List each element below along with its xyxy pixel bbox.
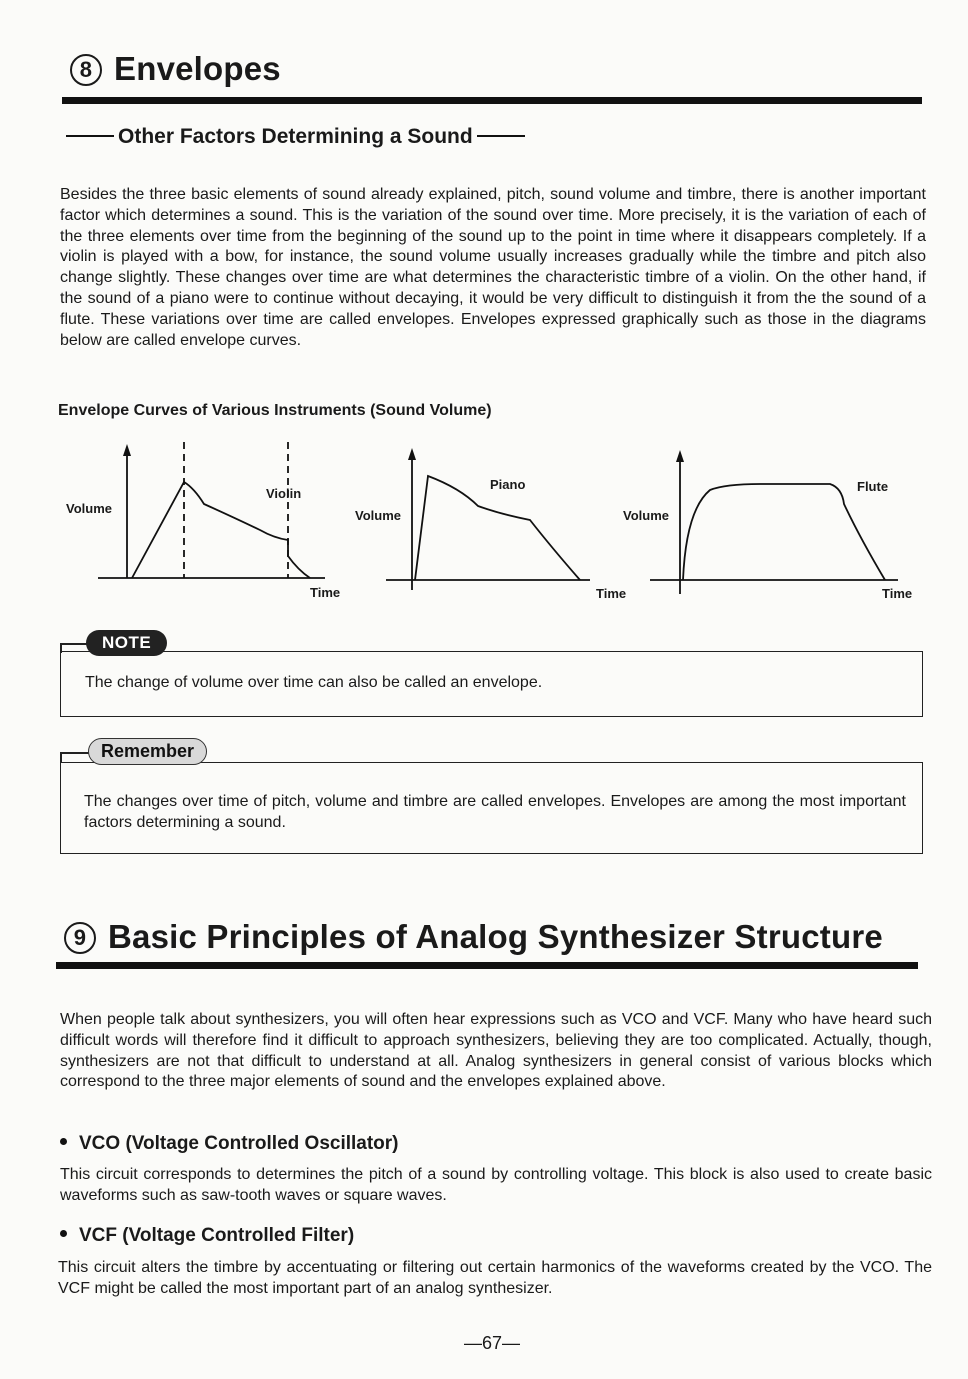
violin-envelope	[98, 442, 325, 578]
remember-text: The changes over time of pitch, volume and timbre are called envelopes. Envelopes are among the most important factors determining a sound.	[84, 793, 906, 831]
vcf-heading	[60, 1225, 354, 1247]
bullet-dot	[60, 1138, 67, 1145]
flute-label: Flute	[857, 479, 889, 494]
piano-volume-label: Volume	[355, 508, 401, 523]
piano-time-label: Time	[596, 586, 627, 601]
section-9-rule	[56, 962, 918, 969]
vco-heading-text: VCO (Voltage Controlled Oscillator)	[79, 1133, 399, 1154]
section-9-title-text: Basic Principles of Analog Synthesizer Structure	[108, 918, 883, 955]
flute-volume-label: Volume	[623, 508, 669, 523]
note-text: The change of volume over time can also be called an envelope.	[85, 674, 543, 691]
violin-label: Violin	[266, 486, 302, 501]
section-8-title	[70, 50, 281, 88]
page-number: —67—	[464, 1333, 521, 1353]
vcf-heading-text: VCF (Voltage Controlled Filter)	[79, 1225, 355, 1246]
synth-intro-paragraph: When people talk about synthesizers, you will often hear expressions such as VCO and VCF. Many who have heard such difficult words will therefore find it difficult to approach synthesizers, believing they are too complicated. Actually, though, synthesizers are not that difficult to understand at all. Analog synthesizers in general consist of various blocks which correspond to the three major elements of sound and the envelopes explained above.	[60, 1011, 932, 1091]
vco-paragraph: This circuit corresponds to determines the pitch of a sound by controlling voltage. This block is also used to create basic waveforms such as saw-tooth waves or square waves.	[60, 1166, 932, 1204]
section-8-rule	[62, 97, 922, 104]
flute-time-label: Time	[882, 586, 913, 601]
dash-left	[66, 135, 114, 137]
vcf-paragraph: This circuit alters the timbre by accentuating or filtering out certain harmonics of the waveforms created by the VCO. The VCF might be called the most important part of an analog synthesizer.	[58, 1259, 932, 1297]
flute-envelope	[650, 450, 898, 594]
bullet-dot	[60, 1230, 67, 1237]
violin-volume-label: Volume	[66, 501, 112, 516]
envelope-diagrams	[60, 430, 930, 610]
section-8-number: 8	[70, 54, 102, 86]
figure-title: Envelope Curves of Various Instruments (Sound Volume)	[58, 402, 492, 419]
section-9-number: 9	[64, 922, 96, 954]
note-badge: NOTE	[86, 630, 167, 656]
note-tab-side	[60, 643, 62, 653]
dash-right	[477, 135, 525, 137]
section-9-title	[64, 918, 883, 956]
remember-badge: Remember	[88, 738, 207, 765]
remember-tab-side	[60, 752, 62, 763]
violin-time-label: Time	[310, 585, 341, 600]
remember-tab-line	[60, 752, 90, 754]
piano-envelope	[386, 448, 590, 590]
piano-label: Piano	[490, 477, 526, 492]
flute-curve	[683, 484, 885, 580]
vco-heading	[60, 1133, 399, 1155]
section-8-title-text: Envelopes	[114, 50, 281, 87]
subsection-title	[62, 125, 529, 149]
subsection-title-text: Other Factors Determining a Sound	[118, 125, 473, 148]
envelopes-paragraph: Besides the three basic elements of sound already explained, pitch, sound volume and timbre, there is another important factor which determines a sound. This is the variation of the sound over time. More precisely, it is the variation of each of the three elements over time from the beginning of the sound up to the point in time where it disappears completely. If a violin is played with a bow, for instance, the sound volume usually increases gradually while the timbre and pitch also change slightly. These changes over time are what determines the characteristic timbre of a violin. On the other hand, if the sound of a piano were to continue without decaying, it would be very difficult to distinguish it from the the sound of a flute. These variations over time are called envelopes. Envelopes expressed graphically such as those in the diagrams below are called envelope curves.	[60, 186, 926, 349]
